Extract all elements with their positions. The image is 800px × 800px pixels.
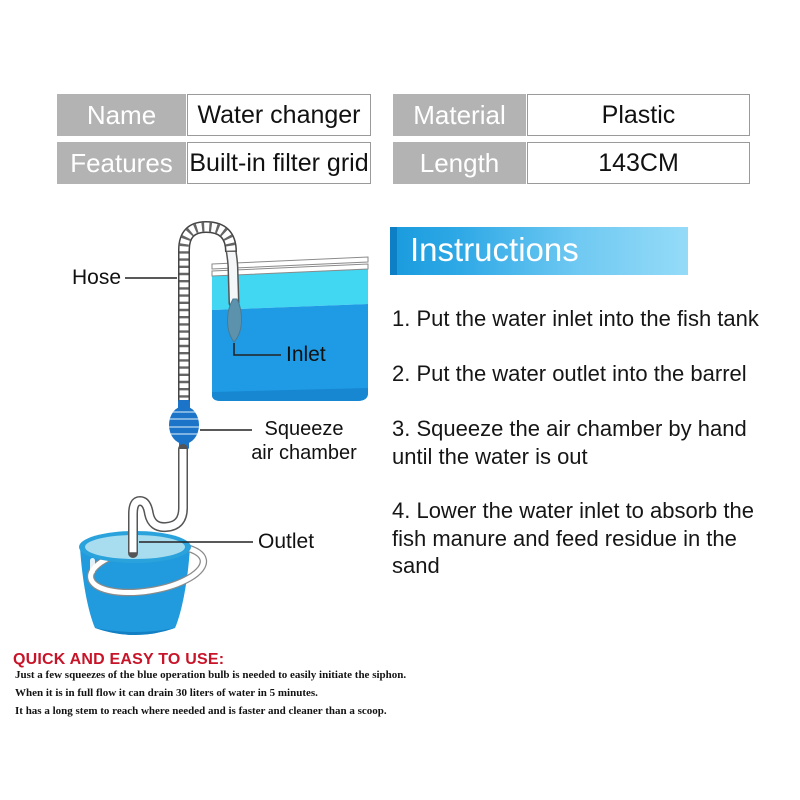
spec-length-label: Length xyxy=(393,142,526,184)
squeeze-label-line2: air chamber xyxy=(251,442,357,464)
hose-label: Hose xyxy=(72,266,122,289)
instructions-title: Instructions xyxy=(410,231,579,268)
squeeze-bulb xyxy=(166,400,202,449)
instruction-step-4: 4. Lower the water inlet to absorb the fish manure and feed residue in the sand xyxy=(392,498,754,578)
instruction-step-2: 2. Put the water outlet into the barrel xyxy=(392,361,747,386)
bucket xyxy=(79,531,207,635)
spec-material-value: Plastic xyxy=(527,94,750,136)
usage-line-3: It has a long stem to reach where needed and is faster and cleaner than a scoop. xyxy=(15,705,387,717)
spec-features-value: Built-in filter grid xyxy=(187,142,371,184)
spec-features-label: Features xyxy=(57,142,186,184)
hose-inlet-tube xyxy=(231,250,234,303)
inlet-label: Inlet xyxy=(286,343,326,366)
instruction-step-3: 3. Squeeze the air chamber by hand until the water is out xyxy=(392,416,747,469)
usage-line-1: Just a few squeezes of the blue operation bulb is needed to easily initiate the siphon. xyxy=(15,669,407,681)
outlet-label: Outlet xyxy=(258,530,315,553)
squeeze-label-line1: Squeeze xyxy=(264,418,344,440)
usage-line-2: When it is in full flow it can drain 30 liters of water in 5 minutes. xyxy=(15,687,318,699)
usage-heading: QUICK AND EASY TO USE: xyxy=(13,651,225,668)
spec-name-value: Water changer xyxy=(187,94,371,136)
instructions-banner xyxy=(390,227,688,275)
spec-length-value: 143CM xyxy=(527,142,750,184)
squeeze-air-chamber-label xyxy=(247,417,361,465)
spec-name-label: Name xyxy=(57,94,186,136)
instruction-step-1: 1. Put the water inlet into the fish tank xyxy=(392,306,759,331)
spec-material-label: Material xyxy=(393,94,526,136)
